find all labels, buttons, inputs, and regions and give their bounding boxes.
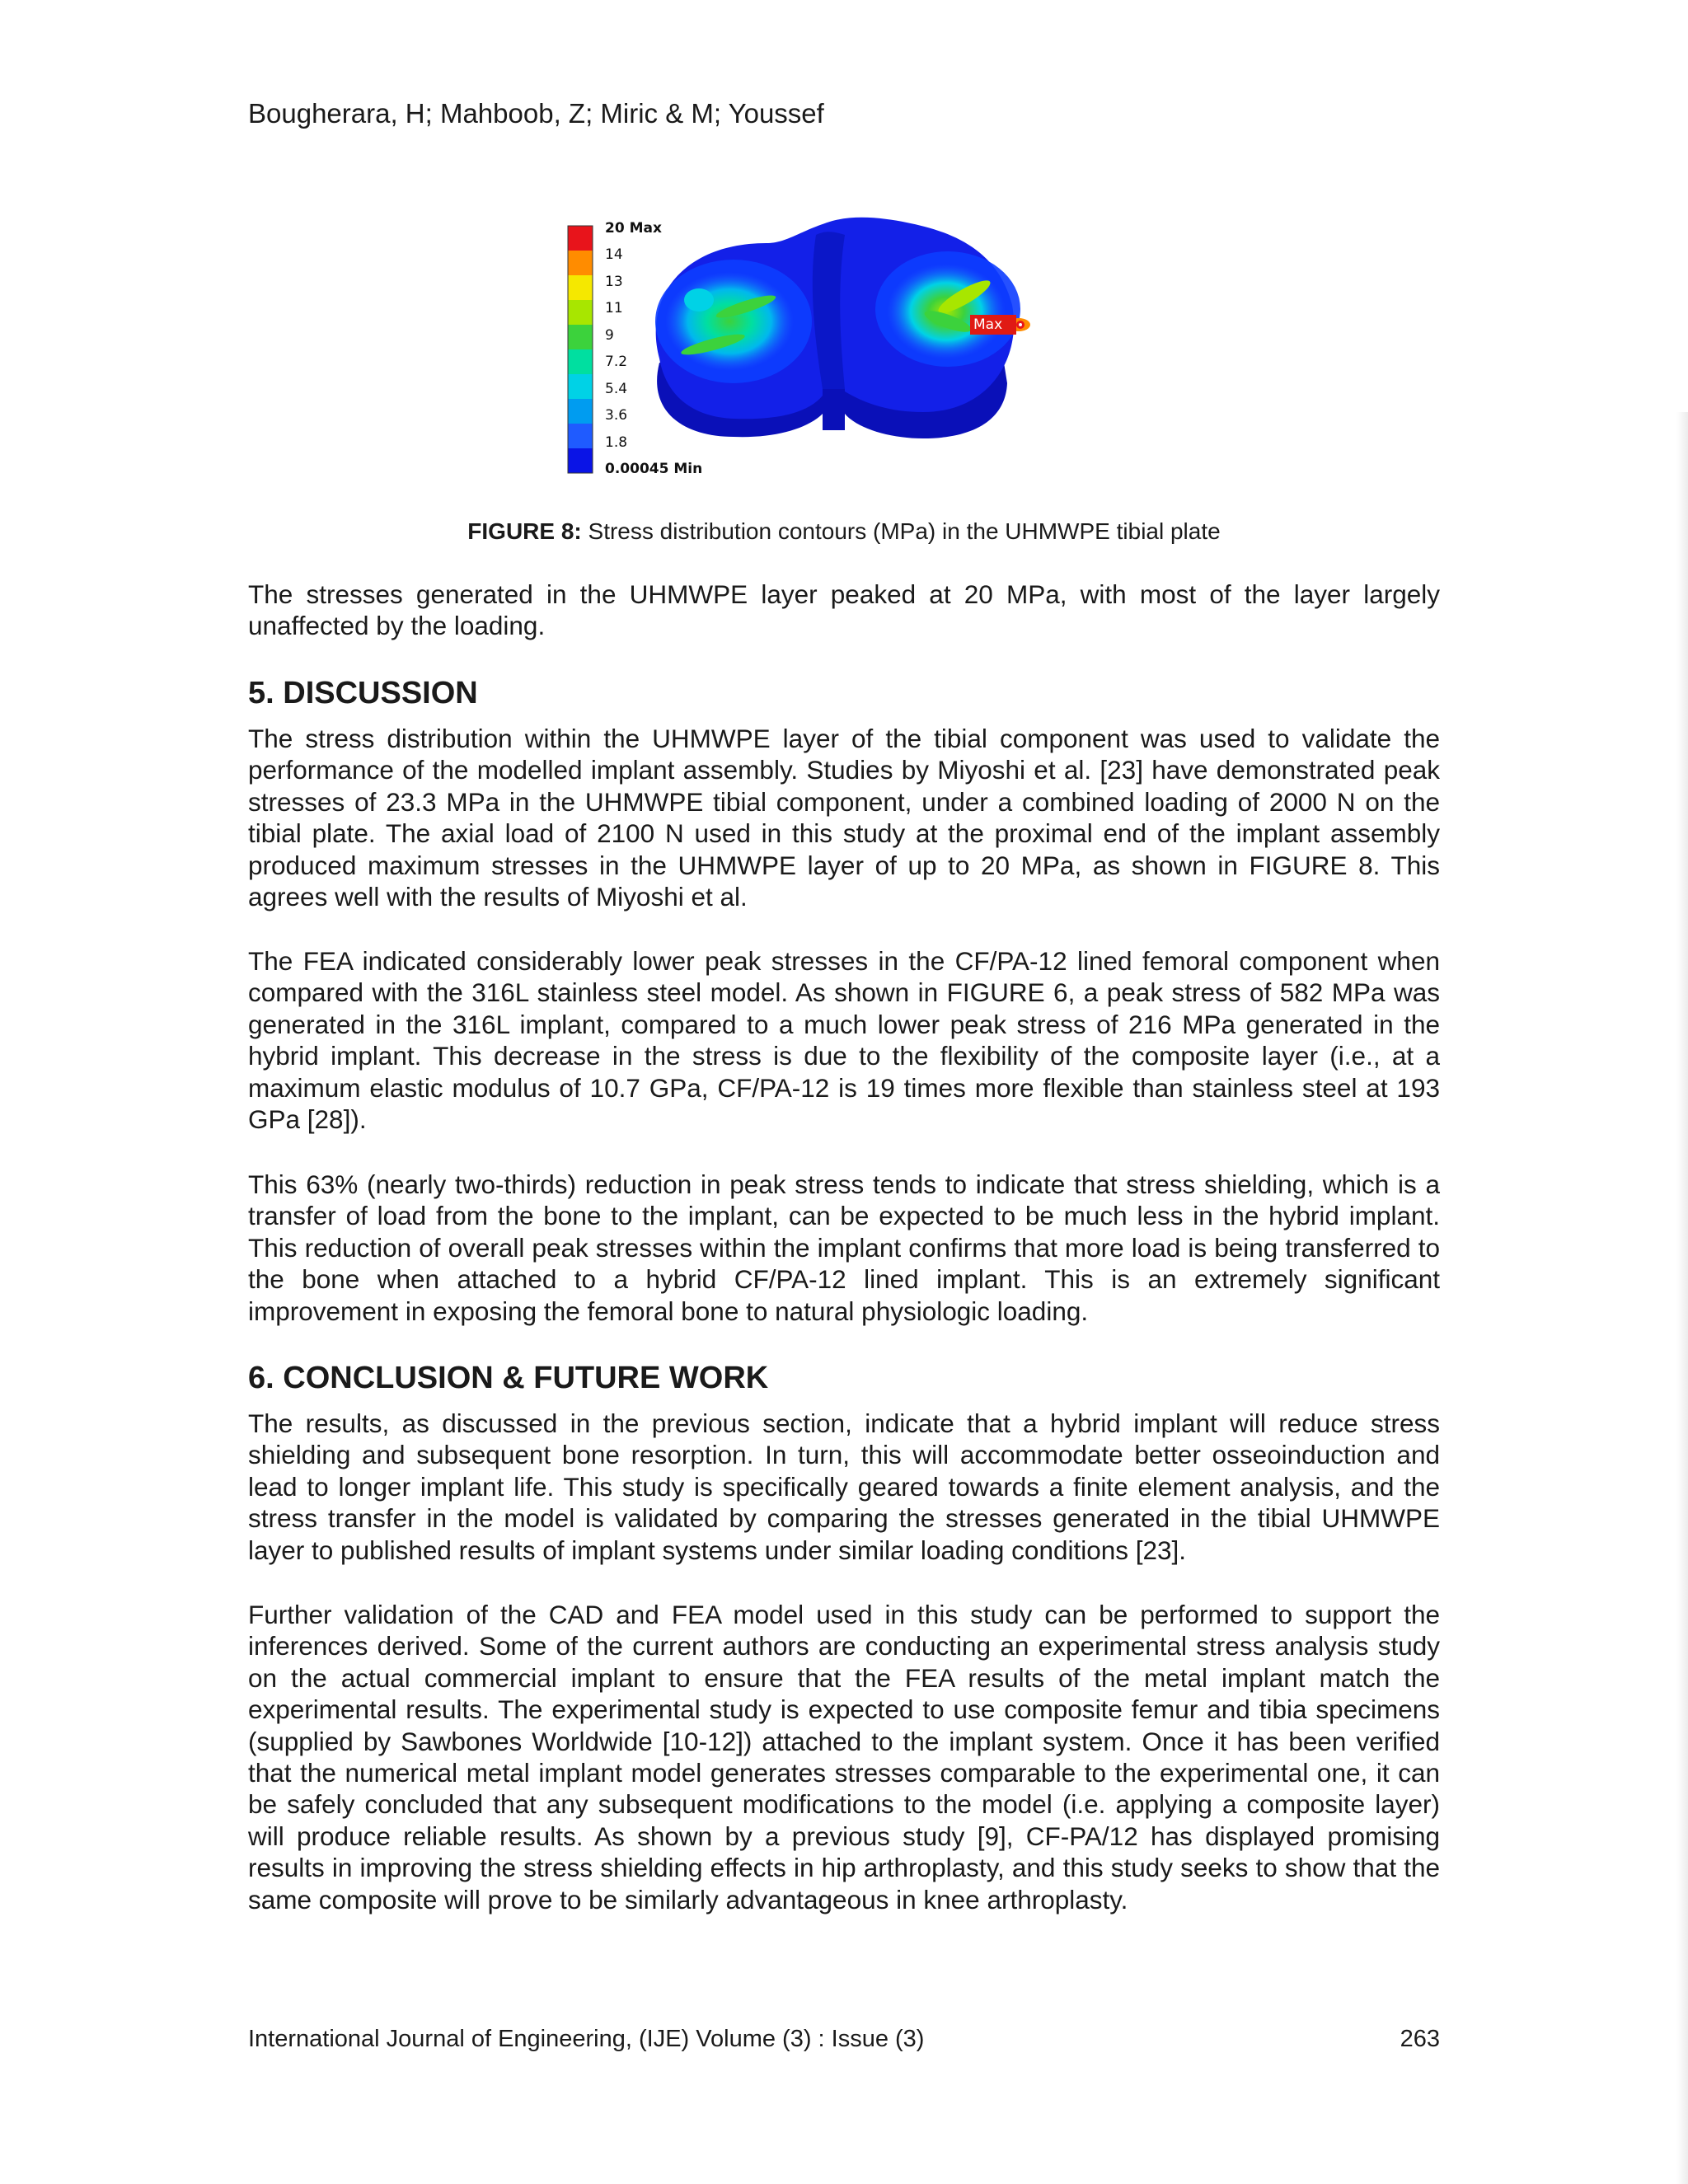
legend-label: 5.4 bbox=[605, 381, 628, 397]
conclusion-paragraph-1: The results, as discussed in the previous section, indicate that a hybrid implant will reduce stress shielding and subsequent bone resorption. In turn, this will accommodate better osseoinduction and lead to longer implant life. This study is specifically geared towards a finite element analysis, and the stress transfer in the model is validated by comparing the stresses generated in the tibial UHMWPE layer to published results of implant systems under similar loading conditions [23]. bbox=[248, 1408, 1440, 1565]
stress-contour-figure bbox=[560, 198, 1121, 486]
section-heading-discussion: 5. DISCUSSION bbox=[248, 676, 478, 710]
legend-label-max: 20 Max bbox=[605, 220, 662, 237]
legend-label: 1.8 bbox=[605, 434, 628, 451]
discussion-paragraph-3: This 63% (nearly two-thirds) reduction in peak stress tends to indicate that stress shielding, which is a transfer of load from the bone to the implant, can be expected to be much less in the hybrid implant. This reduction of overall peak stresses within the implant confirms that more load is being transferred to the bone when attached to a hybrid CF/PA-12 lined implant. This is an extremely significant improvement in exposing the femoral bone to natural physiologic loading. bbox=[248, 1169, 1440, 1326]
discussion-paragraph-2: The FEA indicated considerably lower peak stresses in the CF/PA-12 lined femoral component when compared with the 316L stainless steel model. As shown in FIGURE 6, a peak stress of 582 MPa was generated in the 316L implant, compared to a much lower peak stress of 216 MPa generated in the hybrid implant. This decrease in the stress is due to the flexibility of the composite layer (i.e., at a maximum elastic modulus of 10.7 GPa, CF/PA-12 is 19 times more flexible than stainless steel at 193 GPa [28]). bbox=[248, 946, 1440, 1135]
figure-caption bbox=[248, 518, 1440, 546]
legend-label: 3.6 bbox=[605, 407, 628, 424]
page-edge-shadow bbox=[1676, 412, 1688, 2184]
footer-page-number: 263 bbox=[1400, 2026, 1440, 2052]
figure-caption-text: Stress distribution contours (MPa) in the UHMWPE tibial plate bbox=[581, 518, 1221, 544]
section-heading-conclusion: 6. CONCLUSION & FUTURE WORK bbox=[248, 1361, 769, 1395]
left-contact-zone bbox=[655, 260, 812, 383]
legend-label: 13 bbox=[605, 274, 623, 290]
legend-label: 9 bbox=[605, 327, 614, 344]
legend-label: 7.2 bbox=[605, 354, 628, 370]
legend-label-min: 0.00045 Min bbox=[605, 461, 703, 477]
footer-journal: International Journal of Engineering, (IJE) Volume (3) : Issue (3) bbox=[248, 2026, 925, 2052]
running-head: Bougherara, H; Mahboob, Z; Miric & M; Youssef bbox=[248, 98, 824, 129]
legend-label: 14 bbox=[605, 246, 623, 263]
max-marker-label: Max bbox=[970, 315, 1016, 335]
discussion-paragraph-1: The stress distribution within the UHMWPE layer of the tibial component was used to validate the performance of the modelled implant assembly. Studies by Miyoshi et al. [23] have demonstrated peak stresses of 23.3 MPa in the UHMWPE tibial component, under a combined loading of 2000 N on the tibial plate. The axial load of 2100 N used in this study at the proximal end of the implant assembly produced maximum stresses in the UHMWPE layer of up to 20 MPa, as shown in FIGURE 8. This agrees well with the results of Miyoshi et al. bbox=[248, 724, 1440, 912]
legend-label: 11 bbox=[605, 300, 623, 316]
figure-caption-label: FIGURE 8: bbox=[467, 518, 582, 544]
legend-color-bar bbox=[568, 226, 593, 473]
tibial-plate-contour-plot bbox=[560, 198, 1121, 486]
intro-paragraph: The stresses generated in the UHMWPE layer peaked at 20 MPa, with most of the layer largely unaffected by the loading. bbox=[248, 579, 1440, 641]
conclusion-paragraph-2: Further validation of the CAD and FEA model used in this study can be performed to support the inferences derived. Some of the current authors are conducting an experimental stress analysis study on the actual commercial implant to ensure that the FEA results of the metal implant match the experimental results. The experimental study is expected to use composite femur and tibia specimens (supplied by Sawbones Worldwide [10-12]) attached to the implant system. Once it has been verified that the numerical metal implant model generates stresses comparable to the experimental one, it can be safely concluded that any subsequent modifications to the model (i.e. applying a composite layer) will produce reliable results. As shown by a previous study [9], CF-PA/12 has displayed promising results in improving the stress shielding effects in hip arthroplasty, and this study seeks to show that the same composite will prove to be similarly advantageous in knee arthroplasty. bbox=[248, 1600, 1440, 1915]
